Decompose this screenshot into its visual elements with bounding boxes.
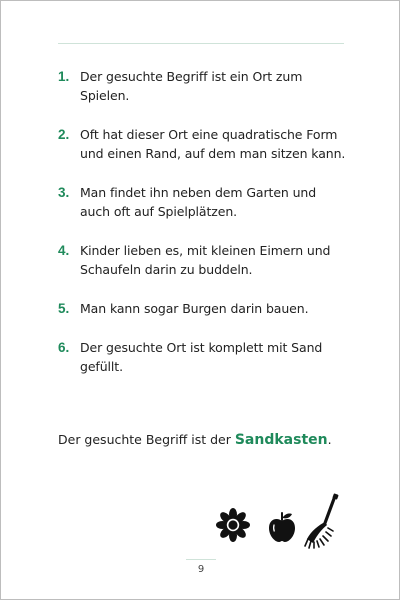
clue-list <box>58 67 348 396</box>
clue-item <box>58 183 348 221</box>
rake-icon <box>303 493 347 549</box>
footer-divider <box>186 559 216 560</box>
clue-text: Man findet ihn neben dem Garten und auch oft auf Spielplätzen. <box>80 185 317 219</box>
clue-text: Der gesuchte Begriff ist ein Ort zum Spielen. <box>80 69 303 103</box>
clue-number: 3. <box>58 185 70 200</box>
clue-text: Der gesuchte Ort ist komplett mit Sand gefüllt. <box>80 340 323 374</box>
clue-number: 5. <box>58 301 70 316</box>
top-divider <box>58 43 344 44</box>
clue-text: Man kann sogar Burgen darin bauen. <box>80 301 309 316</box>
clue-item <box>58 241 348 279</box>
apple-icon <box>267 511 297 543</box>
answer-word: Sandkasten <box>234 432 328 448</box>
clue-number: 2. <box>58 127 70 142</box>
clue-item <box>58 67 348 105</box>
clue-number: 4. <box>58 243 70 258</box>
decorative-icons <box>213 491 348 551</box>
answer-prefix: Der gesuchte Begriff ist der <box>58 432 235 447</box>
clue-text: Kinder lieben es, mit kleinen Eimern und Schaufeln darin zu buddeln. <box>80 243 331 277</box>
clue-text: Oft hat dieser Ort eine quadratische Form und einen Rand, auf dem man sitzen kann. <box>80 127 346 161</box>
clue-item <box>58 299 348 318</box>
answer-line <box>58 431 358 449</box>
clue-item <box>58 338 348 376</box>
answer-suffix: . <box>327 432 332 447</box>
clue-number: 1. <box>58 69 70 84</box>
clue-number: 6. <box>58 340 70 355</box>
clue-item <box>58 125 348 163</box>
page-number: 9 <box>197 564 205 575</box>
flower-icon <box>215 507 251 543</box>
